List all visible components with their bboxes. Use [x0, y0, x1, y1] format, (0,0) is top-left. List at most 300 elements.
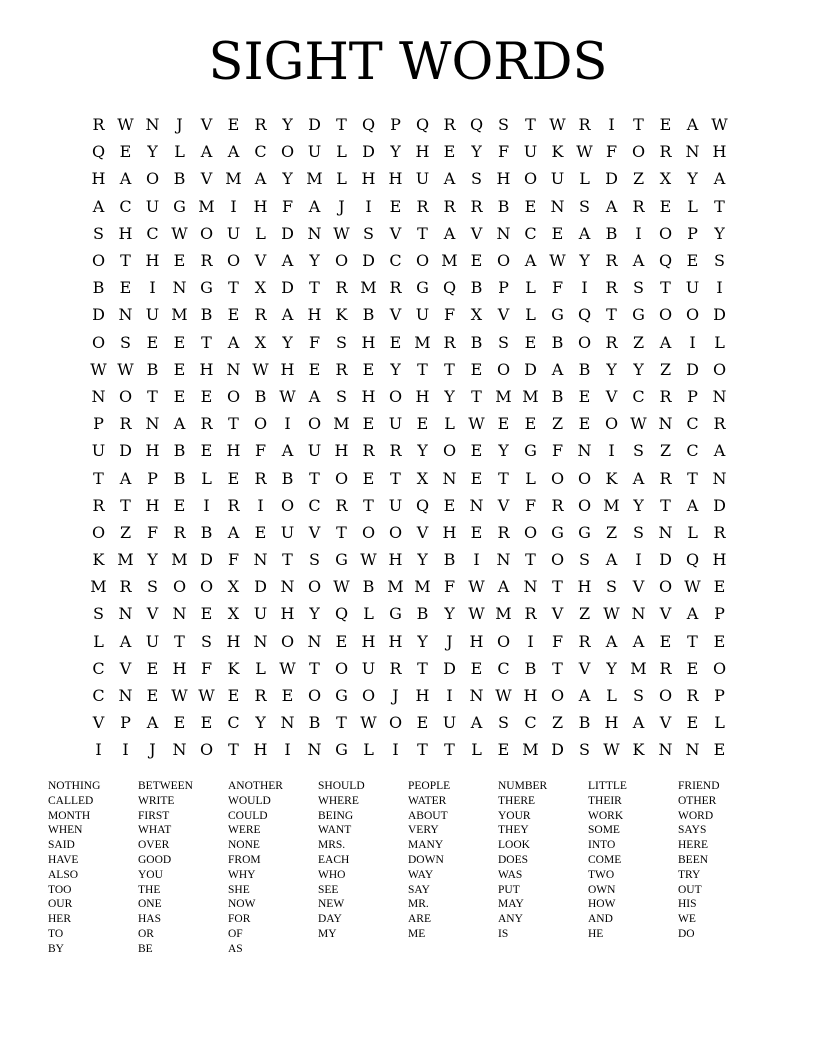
- grid-letter: G: [632, 305, 645, 325]
- grid-letter: D: [443, 658, 456, 678]
- grid-letter: H: [334, 441, 349, 461]
- grid-letter: T: [174, 631, 185, 651]
- grid-letter: F: [254, 441, 267, 461]
- word-list-item: NOTHING: [48, 780, 101, 792]
- grid-letter: Y: [444, 604, 455, 624]
- grid-letter: B: [605, 223, 618, 243]
- grid-letter: K: [551, 142, 564, 162]
- grid-letter: A: [254, 169, 267, 189]
- grid-letter: T: [417, 223, 428, 243]
- grid-letter: R: [119, 414, 132, 434]
- grid-letter: W: [711, 115, 728, 135]
- grid-letter: N: [253, 631, 268, 651]
- grid-letter: R: [659, 468, 672, 488]
- grid-letter: M: [198, 196, 215, 216]
- grid-letter: E: [362, 468, 375, 488]
- grid-letter: N: [577, 441, 592, 461]
- grid-letter: R: [254, 468, 267, 488]
- word-list-item: WRITE: [138, 794, 175, 807]
- grid-letter: N: [685, 142, 700, 162]
- word-list-item: HAS: [138, 913, 162, 926]
- grid-letter: O: [523, 169, 538, 189]
- grid-letter: E: [173, 713, 186, 733]
- grid-letter: B: [443, 550, 456, 570]
- word-list-item: EACH: [318, 853, 350, 866]
- grid-letter: R: [254, 305, 267, 325]
- grid-letter: O: [280, 495, 295, 515]
- word-list-item: WANT: [318, 824, 352, 837]
- word-list-item: WE: [678, 913, 696, 926]
- grid-letter: R: [470, 196, 483, 216]
- grid-letter: A: [713, 169, 726, 189]
- grid-letter: R: [254, 686, 267, 706]
- grid-letter: L: [525, 278, 536, 298]
- grid-letter: Z: [605, 522, 618, 542]
- grid-letter: H: [226, 631, 241, 651]
- word-list-item: SEE: [318, 883, 339, 896]
- grid-letter: U: [361, 658, 376, 678]
- grid-letter: I: [446, 686, 453, 706]
- grid-letter: A: [443, 169, 456, 189]
- grid-letter: E: [578, 386, 591, 406]
- grid-letter: F: [551, 278, 564, 298]
- grid-letter: T: [228, 414, 239, 434]
- grid-letter: F: [443, 305, 456, 325]
- grid-letter: C: [227, 713, 240, 733]
- grid-letter: R: [497, 522, 510, 542]
- grid-letter: A: [308, 386, 321, 406]
- grid-letter: W: [171, 686, 188, 706]
- grid-letter: G: [578, 522, 591, 542]
- word-list-item: THEIR: [588, 794, 622, 807]
- grid-letter: O: [388, 522, 403, 542]
- grid-letter: C: [254, 142, 267, 162]
- grid-row: [85, 736, 733, 763]
- grid-letter: V: [605, 386, 618, 406]
- grid-letter: F: [605, 142, 618, 162]
- grid-letter: J: [338, 196, 345, 216]
- grid-letter: N: [631, 604, 646, 624]
- grid-letter: A: [200, 142, 213, 162]
- grid-letter: A: [686, 115, 699, 135]
- word-list-item: GOOD: [138, 853, 172, 866]
- grid-letter: E: [362, 359, 375, 379]
- grid-letter: O: [307, 577, 322, 597]
- grid-letter: A: [119, 631, 132, 651]
- grid-letter: F: [551, 631, 564, 651]
- grid-letter: N: [550, 196, 565, 216]
- grid-letter: T: [336, 522, 347, 542]
- grid-letter: U: [145, 631, 160, 651]
- grid-letter: O: [226, 251, 241, 271]
- grid-letter: T: [336, 713, 347, 733]
- grid-letter: R: [551, 495, 564, 515]
- word-list-item: SOME: [588, 824, 620, 837]
- grid-letter: T: [471, 386, 482, 406]
- grid-letter: U: [145, 196, 160, 216]
- grid-letter: M: [603, 495, 620, 515]
- grid-letter: Y: [579, 251, 590, 271]
- grid-letter: M: [414, 332, 431, 352]
- grid-letter: S: [309, 550, 320, 570]
- word-list: [48, 779, 788, 957]
- grid-letter: V: [308, 522, 321, 542]
- word-list-item: MAY: [498, 898, 524, 911]
- grid-letter: T: [417, 740, 428, 760]
- grid-letter: T: [228, 278, 239, 298]
- word-column: [678, 779, 768, 957]
- grid-letter: S: [633, 686, 644, 706]
- grid-letter: Y: [390, 359, 401, 379]
- grid-letter: H: [361, 631, 376, 651]
- grid-letter: U: [280, 522, 295, 542]
- grid-letter: E: [119, 142, 132, 162]
- grid-letter: R: [524, 604, 537, 624]
- grid-letter: B: [281, 468, 294, 488]
- grid-letter: Q: [685, 550, 700, 570]
- grid-letter: N: [307, 631, 322, 651]
- grid-letter: R: [335, 495, 348, 515]
- grid-letter: E: [713, 740, 726, 760]
- grid-letter: E: [497, 740, 510, 760]
- grid-letter: C: [308, 495, 321, 515]
- grid-letter: T: [525, 550, 536, 570]
- grid-letter: R: [686, 686, 699, 706]
- grid-letter: L: [525, 305, 536, 325]
- grid-letter: R: [713, 414, 726, 434]
- grid-letter: U: [253, 604, 268, 624]
- grid-letter: A: [578, 686, 591, 706]
- grid-row: [85, 356, 733, 383]
- grid-letter: W: [468, 604, 485, 624]
- grid-letter: A: [605, 196, 618, 216]
- grid-letter: O: [199, 740, 214, 760]
- grid-letter: H: [118, 223, 133, 243]
- grid-letter: R: [578, 115, 591, 135]
- grid-letter: N: [118, 604, 133, 624]
- grid-letter: M: [171, 305, 188, 325]
- grid-letter: T: [309, 278, 320, 298]
- grid-letter: K: [335, 305, 348, 325]
- grid-letter: W: [495, 686, 512, 706]
- grid-letter: N: [658, 740, 673, 760]
- grid-letter: O: [550, 550, 565, 570]
- grid-letter: H: [280, 359, 295, 379]
- grid-letter: O: [523, 522, 538, 542]
- grid-letter: R: [632, 196, 645, 216]
- grid-letter: E: [524, 414, 537, 434]
- grid-letter: U: [442, 713, 457, 733]
- word-list-item: ALSO: [48, 868, 79, 881]
- grid-letter: E: [470, 441, 483, 461]
- grid-letter: P: [687, 386, 698, 406]
- word-list-item: FROM: [228, 853, 261, 866]
- grid-letter: Y: [390, 142, 401, 162]
- word-list-item: WERE: [228, 824, 261, 837]
- grid-row: [85, 437, 733, 464]
- grid-letter: O: [118, 386, 133, 406]
- grid-letter: G: [335, 740, 348, 760]
- grid-letter: E: [443, 495, 456, 515]
- grid-letter: H: [415, 386, 430, 406]
- grid-letter: K: [605, 468, 618, 488]
- grid-letter: R: [659, 142, 672, 162]
- word-list-item: DAY: [318, 913, 342, 926]
- grid-letter: A: [92, 196, 105, 216]
- grid-letter: A: [227, 332, 240, 352]
- grid-letter: T: [390, 468, 401, 488]
- word-list-item: HIS: [678, 898, 697, 911]
- grid-letter: P: [93, 414, 104, 434]
- word-list-item: NEW: [318, 898, 345, 911]
- grid-letter: R: [200, 414, 213, 434]
- grid-letter: R: [362, 441, 375, 461]
- grid-letter: P: [714, 604, 725, 624]
- grid-letter: Q: [658, 251, 673, 271]
- word-list-item: TWO: [588, 868, 615, 881]
- grid-letter: U: [307, 441, 322, 461]
- grid-letter: N: [469, 495, 484, 515]
- grid-letter: Y: [147, 550, 158, 570]
- letter-grid: [85, 111, 733, 764]
- grid-letter: M: [630, 658, 647, 678]
- grid-letter: A: [578, 223, 591, 243]
- grid-letter: F: [200, 658, 213, 678]
- grid-letter: A: [119, 169, 132, 189]
- grid-letter: S: [633, 278, 644, 298]
- grid-letter: Y: [498, 441, 509, 461]
- grid-letter: D: [713, 495, 726, 515]
- page-title: SIGHT WORDS: [208, 33, 608, 92]
- grid-row: [85, 301, 733, 328]
- grid-letter: Y: [606, 658, 617, 678]
- grid-letter: C: [146, 223, 159, 243]
- grid-letter: B: [146, 359, 159, 379]
- grid-letter: E: [524, 196, 537, 216]
- grid-letter: L: [444, 414, 455, 434]
- grid-letter: S: [363, 223, 374, 243]
- grid-letter: A: [227, 522, 240, 542]
- grid-letter: I: [527, 631, 534, 651]
- grid-letter: M: [360, 278, 377, 298]
- grid-letter: K: [632, 740, 645, 760]
- word-list-item: THE: [138, 883, 161, 896]
- grid-letter: X: [416, 468, 429, 488]
- grid-row: [85, 220, 733, 247]
- grid-letter: G: [416, 278, 429, 298]
- grid-letter: G: [524, 441, 537, 461]
- word-list-item: FIRST: [138, 809, 170, 822]
- grid-letter: O: [577, 468, 592, 488]
- grid-letter: I: [122, 740, 129, 760]
- grid-letter: E: [200, 386, 213, 406]
- grid-letter: N: [172, 278, 187, 298]
- grid-letter: N: [658, 414, 673, 434]
- grid-letter: D: [686, 359, 699, 379]
- word-list-item: ONE: [138, 898, 162, 911]
- grid-letter: T: [660, 495, 671, 515]
- grid-letter: Y: [633, 359, 644, 379]
- grid-letter: O: [712, 359, 727, 379]
- grid-letter: O: [334, 468, 349, 488]
- grid-letter: D: [254, 577, 267, 597]
- grid-letter: A: [443, 223, 456, 243]
- grid-letter: W: [549, 251, 566, 271]
- grid-letter: T: [93, 468, 104, 488]
- word-list-item: ABOUT: [408, 809, 448, 822]
- grid-letter: S: [633, 441, 644, 461]
- grid-letter: D: [551, 740, 564, 760]
- grid-letter: Q: [361, 115, 376, 135]
- grid-letter: E: [173, 251, 186, 271]
- grid-letter: I: [365, 196, 372, 216]
- word-list-item: WAS: [498, 868, 523, 881]
- grid-letter: P: [147, 468, 158, 488]
- grid-letter: E: [281, 686, 294, 706]
- grid-letter: Z: [551, 713, 564, 733]
- grid-letter: O: [253, 414, 268, 434]
- grid-row: [85, 383, 733, 410]
- grid-letter: D: [281, 278, 294, 298]
- grid-letter: S: [336, 386, 347, 406]
- grid-letter: L: [363, 740, 374, 760]
- grid-letter: O: [280, 631, 295, 651]
- grid-letter: J: [446, 631, 453, 651]
- word-list-item: ME: [408, 927, 426, 940]
- word-list-item: THEY: [498, 824, 529, 837]
- grid-letter: R: [389, 658, 402, 678]
- grid-row: [85, 709, 733, 736]
- grid-letter: L: [363, 604, 374, 624]
- grid-letter: O: [604, 414, 619, 434]
- grid-letter: O: [415, 251, 430, 271]
- grid-letter: R: [578, 631, 591, 651]
- grid-letter: L: [687, 522, 698, 542]
- grid-letter: S: [579, 196, 590, 216]
- grid-letter: C: [524, 223, 537, 243]
- grid-letter: W: [630, 414, 647, 434]
- grid-letter: A: [308, 196, 321, 216]
- grid-letter: A: [605, 631, 618, 651]
- grid-letter: W: [468, 414, 485, 434]
- grid-letter: B: [92, 278, 105, 298]
- grid-letter: U: [388, 414, 403, 434]
- word-list-item: HER: [48, 913, 71, 926]
- word-list-item: HAVE: [48, 853, 79, 866]
- grid-letter: Y: [282, 169, 293, 189]
- word-list-item: WOULD: [228, 794, 271, 807]
- word-list-item: PUT: [498, 883, 520, 896]
- grid-letter: E: [146, 658, 159, 678]
- grid-letter: A: [524, 251, 537, 271]
- grid-letter: A: [632, 713, 645, 733]
- grid-letter: O: [388, 713, 403, 733]
- grid-letter: O: [307, 414, 322, 434]
- grid-row: [85, 410, 733, 437]
- grid-letter: R: [92, 495, 105, 515]
- grid-letter: S: [147, 577, 158, 597]
- grid-letter: A: [281, 441, 294, 461]
- grid-letter: N: [469, 686, 484, 706]
- grid-letter: G: [551, 305, 564, 325]
- word-list-item: MRS.: [318, 839, 346, 852]
- grid-letter: Z: [551, 414, 564, 434]
- grid-letter: N: [280, 713, 295, 733]
- word-list-item: TO: [48, 927, 64, 940]
- grid-letter: W: [117, 115, 134, 135]
- grid-letter: V: [119, 658, 132, 678]
- grid-letter: Q: [577, 305, 592, 325]
- grid-letter: V: [146, 604, 159, 624]
- grid-letter: M: [495, 386, 512, 406]
- grid-letter: H: [577, 577, 592, 597]
- grid-letter: H: [712, 142, 727, 162]
- grid-letter: H: [496, 169, 511, 189]
- grid-letter: O: [550, 468, 565, 488]
- grid-letter: O: [496, 359, 511, 379]
- grid-letter: E: [713, 577, 726, 597]
- grid-letter: M: [90, 577, 107, 597]
- grid-letter: N: [253, 550, 268, 570]
- grid-letter: N: [145, 115, 160, 135]
- grid-letter: L: [606, 686, 617, 706]
- word-list-item: DOWN: [408, 853, 444, 866]
- grid-letter: W: [468, 577, 485, 597]
- grid-letter: A: [686, 604, 699, 624]
- word-list-item: ANY: [498, 913, 523, 926]
- grid-letter: A: [713, 441, 726, 461]
- grid-row: [85, 193, 733, 220]
- grid-letter: F: [227, 550, 240, 570]
- grid-letter: S: [606, 577, 617, 597]
- grid-letter: A: [497, 577, 510, 597]
- grid-letter: O: [91, 251, 106, 271]
- grid-letter: S: [498, 115, 509, 135]
- grid-letter: Y: [417, 631, 428, 651]
- grid-letter: H: [145, 441, 160, 461]
- grid-letter: E: [686, 251, 699, 271]
- grid-letter: E: [119, 278, 132, 298]
- grid-letter: S: [633, 522, 644, 542]
- word-list-item: HE: [588, 927, 604, 940]
- grid-letter: A: [281, 251, 294, 271]
- grid-letter: O: [685, 305, 700, 325]
- grid-letter: N: [145, 414, 160, 434]
- grid-letter: B: [173, 169, 186, 189]
- grid-letter: E: [686, 713, 699, 733]
- grid-letter: W: [117, 359, 134, 379]
- grid-letter: O: [199, 223, 214, 243]
- grid-letter: I: [95, 740, 102, 760]
- grid-letter: T: [552, 577, 563, 597]
- grid-letter: A: [605, 550, 618, 570]
- grid-letter: H: [442, 522, 457, 542]
- grid-letter: H: [199, 359, 214, 379]
- grid-letter: O: [91, 522, 106, 542]
- grid-letter: R: [92, 115, 105, 135]
- grid-letter: F: [443, 577, 456, 597]
- grid-letter: Y: [471, 142, 482, 162]
- grid-letter: G: [200, 278, 213, 298]
- grid-letter: B: [470, 278, 483, 298]
- word-list-item: WHEN: [48, 824, 83, 837]
- grid-letter: V: [659, 604, 672, 624]
- grid-letter: B: [200, 522, 213, 542]
- grid-letter: F: [497, 142, 510, 162]
- grid-letter: B: [254, 386, 267, 406]
- grid-letter: C: [632, 386, 645, 406]
- grid-letter: E: [416, 713, 429, 733]
